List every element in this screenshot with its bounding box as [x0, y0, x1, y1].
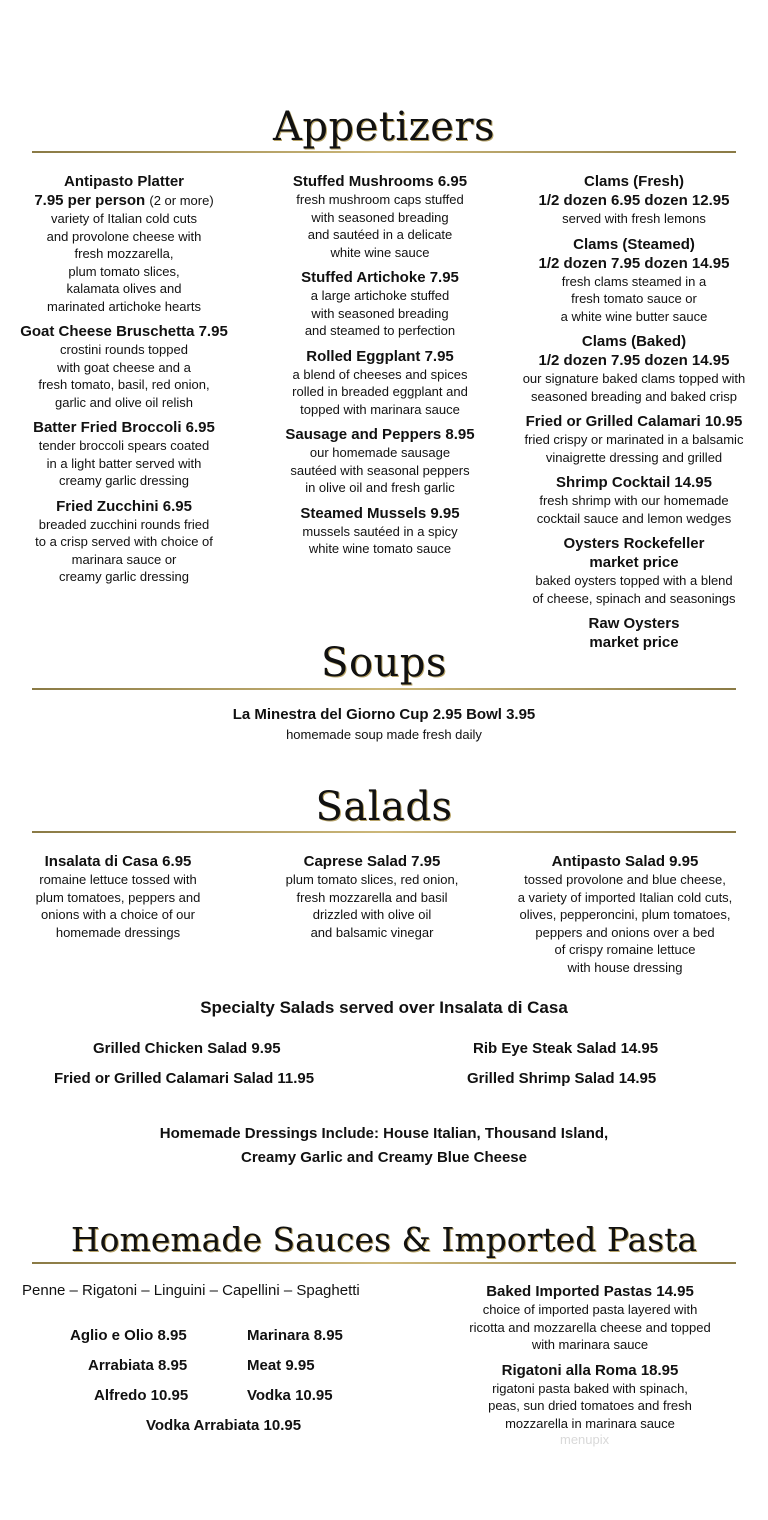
appetizers-rule: [32, 151, 736, 153]
salads-title: Salads: [315, 784, 453, 830]
item-desc: fresh clams steamed in a fresh tomato sauce or a white wine butter sauce: [560, 273, 708, 324]
item-name: Antipasto Platter: [63, 173, 184, 190]
specialty-calamari: Fried or Grilled Calamari Salad 11.95: [54, 1070, 315, 1087]
item-desc: fresh shrimp with our homemade cocktail sauce and lemon wedges: [536, 493, 732, 526]
menu-item-steamed-mussels: [262, 504, 498, 558]
specialty-rib-eye: Rib Eye Steak Salad 14.95: [473, 1040, 659, 1057]
item-desc: a blend of cheeses and spices rolled in breaded eggplant and topped with marinara sauce: [292, 366, 468, 417]
dressings-line-1: Homemade Dressings Include: House Italian, Thousand Island,: [159, 1125, 609, 1142]
specialty-shrimp: Grilled Shrimp Salad 14.95: [467, 1070, 657, 1087]
item-name: Antipasto Salad 9.95: [551, 853, 699, 870]
item-name: Rigatoni alla Roma 18.95: [501, 1361, 679, 1379]
menu-item-goat-cheese-bruschetta: [6, 322, 242, 411]
baked-pastas-column: [430, 1282, 750, 1439]
item-desc: variety of Italian cold cuts and provolone cheese with fresh mozzarella, plum tomato slices, kalamata olives and marinated artichoke hearts: [46, 211, 202, 314]
item-desc: fresh mushroom caps stuffed with seasoned breading and sautéed in a delicate white wine sauce: [296, 192, 464, 260]
sauce-alfredo: Alfredo 10.95: [94, 1387, 189, 1404]
item-name: Goat Cheese Bruschetta 7.95: [20, 323, 228, 340]
pasta-title: Homemade Sauces & Imported Pasta: [70, 1220, 698, 1259]
appetizers-title: Appetizers: [272, 104, 496, 150]
salad-column-3: [500, 852, 750, 976]
menu-item-stuffed-artichoke: [262, 268, 498, 340]
menu-item-batter-fried-broccoli: [6, 418, 242, 490]
menu-item-stuffed-mushrooms: [262, 172, 498, 261]
appetizers-column-1: [6, 172, 242, 593]
item-desc: tender broccoli spears coated in a light batter served with creamy garlic dressing: [38, 438, 210, 488]
item-price: market price: [589, 554, 679, 571]
item-price: market price: [589, 634, 679, 651]
menu-item-antipasto-platter: [6, 172, 242, 315]
salads-rule: [32, 831, 736, 833]
item-name: Rolled Eggplant 7.95: [306, 347, 454, 365]
item-name: Baked Imported Pastas 14.95: [486, 1283, 694, 1300]
item-name: Raw Oysters: [588, 615, 680, 632]
sauce-vodka-arrabiata: Vodka Arrabiata 10.95: [146, 1417, 302, 1434]
menu-item-sausage-and-peppers: [262, 425, 498, 497]
appetizers-column-3: [506, 172, 762, 659]
item-desc: breaded zucchini rounds fried to a crisp served with choice of marinara sauce or creamy garlic dressing: [35, 516, 213, 584]
item-desc: mussels sautéed in a spicy white wine tomato sauce: [302, 523, 458, 556]
appetizers-column-2: [262, 172, 498, 565]
item-name: Batter Fried Broccoli 6.95: [33, 419, 215, 436]
item-name: Fried Zucchini 6.95: [56, 497, 192, 515]
sauce-arrabiata: Arrabiata 8.95: [88, 1357, 188, 1374]
item-name: Steamed Mussels 9.95: [300, 504, 460, 522]
salad-column-2: [254, 852, 490, 941]
item-desc: served with fresh lemons: [562, 211, 706, 226]
menu-item-clams-baked: [506, 332, 762, 405]
specialty-salads-heading: Specialty Salads served over Insalata di Casa: [200, 998, 568, 1017]
menu-item-baked-imported-pastas: [430, 1282, 750, 1354]
item-name: Stuffed Artichoke 7.95: [301, 269, 459, 286]
pasta-rule: [32, 1262, 736, 1264]
sauce-marinara: Marinara 8.95: [247, 1327, 343, 1344]
item-desc: our homemade sausage sautéed with seasonal peppers in olive oil and fresh garlic: [290, 445, 470, 495]
sauce-meat: Meat 9.95: [247, 1357, 315, 1374]
item-price: 7.95 per person (2 or more): [34, 192, 214, 209]
item-name: Clams (Steamed): [573, 235, 695, 253]
item-name: Stuffed Mushrooms 6.95: [292, 173, 468, 190]
menu-item-calamari: [506, 412, 762, 466]
item-name: Sausage and Peppers 8.95: [285, 426, 475, 443]
item-desc: baked oysters topped with a blend of cheese, spinach and seasonings: [532, 573, 736, 606]
soup-item: La Minestra del Giorno Cup 2.95 Bowl 3.95: [232, 706, 536, 723]
menu-item-rigatoni-alla-roma: [430, 1361, 750, 1433]
menu-item-clams-fresh: [506, 172, 762, 228]
sauce-aglio-e-olio: Aglio e Olio 8.95: [70, 1327, 187, 1344]
menu-item-fried-zucchini: [6, 497, 242, 586]
item-name: Clams (Baked): [581, 333, 687, 350]
soups-title: Soups: [321, 640, 447, 686]
item-desc: rigatoni pasta baked with spinach, peas, sun dried tomatoes and fresh mozzarella in marinara sauce: [488, 1380, 692, 1431]
item-desc: plum tomato slices, red onion, fresh mozzarella and basil drizzled with olive oil and balsamic vinegar: [285, 872, 459, 940]
item-name: Clams (Fresh): [583, 173, 685, 190]
menu-item-shrimp-cocktail: [506, 473, 762, 527]
item-desc: fried crispy or marinated in a balsamic vinaigrette dressing and grilled: [524, 432, 744, 465]
item-price: 1/2 dozen 7.95 dozen 14.95: [538, 254, 730, 272]
menu-item-clams-steamed: [506, 235, 762, 326]
soups-rule: [32, 688, 736, 690]
item-desc: choice of imported pasta layered with ricotta and mozzarella cheese and topped with marinara sauce: [469, 1302, 711, 1352]
item-name: Caprese Salad 7.95: [303, 853, 441, 870]
dressings-line-2: Creamy Garlic and Creamy Blue Cheese: [241, 1149, 527, 1166]
item-price: 1/2 dozen 7.95 dozen 14.95: [538, 352, 730, 369]
watermark: menupix: [560, 1432, 610, 1447]
pasta-types: Penne – Rigatoni – Linguini – Capellini – Spaghetti: [22, 1282, 360, 1299]
item-desc: a large artichoke stuffed with seasoned breading and steamed to perfection: [304, 288, 456, 338]
item-name: Oysters Rockefeller: [563, 535, 705, 552]
item-price: 1/2 dozen 6.95 dozen 12.95: [538, 192, 730, 209]
specialty-grilled-chicken: Grilled Chicken Salad 9.95: [93, 1040, 281, 1057]
item-desc: romaine lettuce tossed with plum tomatoes, peppers and onions with a choice of our homemade dressings: [35, 872, 201, 940]
item-name: Shrimp Cocktail 14.95: [556, 474, 712, 491]
menu-item-oysters-rockefeller: [506, 534, 762, 607]
item-name: Insalata di Casa 6.95: [44, 853, 192, 870]
item-desc: our signature baked clams topped with seasoned breading and baked crisp: [522, 371, 746, 404]
item-desc: tossed provolone and blue cheese, a variety of imported Italian cold cuts, olives, pepperoncini, plum tomatoes, peppers and onions over a bed of crispy romaine lettuce with house dressing: [517, 872, 733, 975]
item-name: Fried or Grilled Calamari 10.95: [525, 413, 743, 430]
soup-desc: homemade soup made fresh daily: [286, 727, 482, 742]
menu-item-rolled-eggplant: [262, 347, 498, 419]
item-desc: crostini rounds topped with goat cheese and a fresh tomato, basil, red onion, garlic and olive oil relish: [38, 342, 210, 410]
salad-column-1: [6, 852, 230, 941]
sauce-vodka: Vodka 10.95: [247, 1387, 333, 1404]
